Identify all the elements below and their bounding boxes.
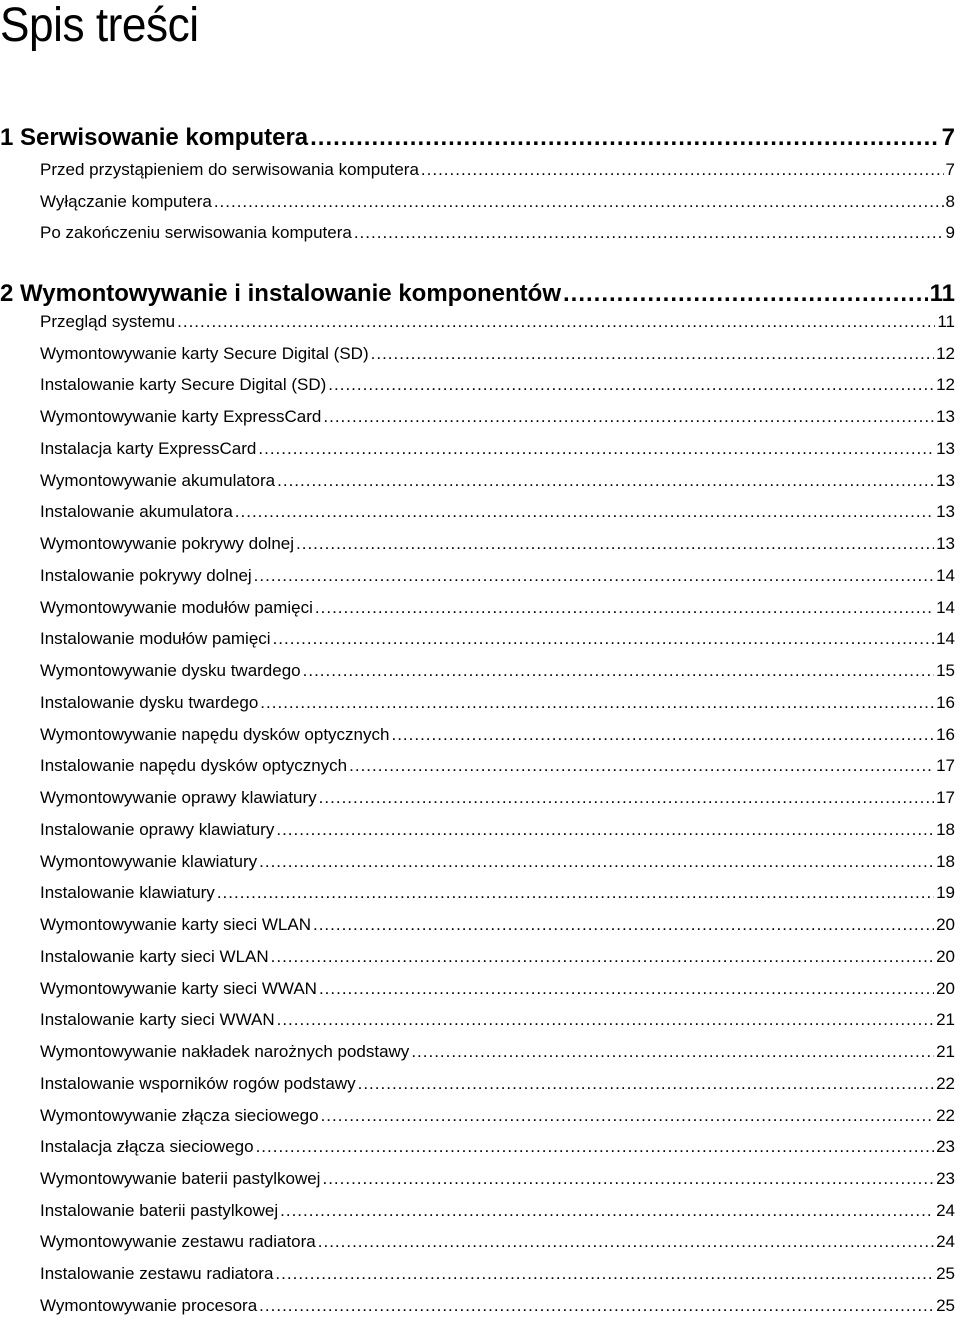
toc-section-title: Instalowanie akumulatora bbox=[40, 502, 233, 522]
toc-chapter-entry[interactable] bbox=[0, 280, 955, 310]
toc-page-number: 7 bbox=[941, 124, 955, 151]
toc-dot-leader bbox=[214, 192, 944, 212]
toc-page-number: 22 bbox=[936, 1105, 955, 1125]
toc-section-title: Instalacja karty ExpressCard bbox=[40, 438, 257, 458]
toc-dot-leader bbox=[296, 534, 934, 554]
toc-section-entry[interactable] bbox=[40, 1106, 955, 1130]
toc-dot-leader bbox=[235, 502, 934, 522]
toc-dot-leader bbox=[354, 223, 944, 243]
toc-dot-leader bbox=[258, 439, 934, 459]
page-title: Spis treści bbox=[0, 0, 199, 52]
toc-chapter-entry[interactable] bbox=[0, 124, 955, 154]
toc-page-number: 17 bbox=[936, 756, 955, 776]
toc-section-title: Instalacja złącza sieciowego bbox=[40, 1137, 254, 1157]
toc-section-entry[interactable] bbox=[40, 534, 955, 558]
toc-section-entry[interactable] bbox=[40, 312, 955, 336]
toc-dot-leader bbox=[371, 344, 934, 364]
toc-section-title: Wymontowywanie karty Secure Digital (SD) bbox=[40, 343, 369, 363]
toc-dot-leader bbox=[319, 979, 934, 999]
toc-section-entry[interactable] bbox=[40, 852, 955, 876]
toc-section-entry[interactable] bbox=[40, 661, 955, 685]
toc-page-number: 18 bbox=[936, 851, 955, 871]
toc-section-entry[interactable] bbox=[40, 223, 955, 247]
toc-section-title: Instalowanie baterii pastylkowej bbox=[40, 1200, 279, 1220]
toc-section-title: Instalowanie dysku twardego bbox=[40, 692, 259, 712]
toc-dot-leader bbox=[313, 915, 934, 935]
toc-page-number: 9 bbox=[945, 223, 955, 243]
toc-page-number: 19 bbox=[936, 883, 955, 903]
toc-section-entry[interactable] bbox=[40, 915, 955, 939]
toc-section-entry[interactable] bbox=[40, 947, 955, 971]
toc-chapter-label bbox=[0, 124, 310, 152]
toc-dot-leader bbox=[254, 566, 934, 586]
toc-page-number: 24 bbox=[936, 1200, 955, 1220]
toc-page-number: 7 bbox=[945, 160, 955, 179]
toc-dot-leader bbox=[277, 471, 934, 491]
toc-section-title: Wymontowywanie karty sieci WWAN bbox=[40, 978, 317, 998]
toc-dot-leader bbox=[259, 1296, 934, 1316]
toc-page-number: 25 bbox=[936, 1295, 955, 1315]
toc-section-title: Po zakończeniu serwisowania komputera bbox=[40, 223, 352, 243]
toc-section-title: Wymontowywanie akumulatora bbox=[40, 470, 276, 490]
toc-section-title: Wymontowywanie oprawy klawiatury bbox=[40, 788, 317, 808]
toc-dot-leader bbox=[259, 852, 934, 872]
toc-section-title: Wymontowywanie klawiatury bbox=[40, 851, 258, 871]
toc-dot-leader bbox=[275, 1264, 934, 1284]
toc-dot-leader bbox=[177, 312, 935, 332]
toc-section-title: Wymontowywanie karty ExpressCard bbox=[40, 407, 322, 427]
toc-page-number: 13 bbox=[936, 438, 955, 458]
toc-section-entry[interactable] bbox=[40, 1010, 955, 1034]
toc-section-entry[interactable] bbox=[40, 788, 955, 812]
toc-section-title: Wymontowywanie modułów pamięci bbox=[40, 597, 313, 617]
toc-page-number: 20 bbox=[936, 946, 955, 966]
toc-dot-leader bbox=[310, 124, 940, 152]
toc-page-number: 23 bbox=[936, 1137, 955, 1157]
toc-section-title: Instalowanie klawiatury bbox=[40, 883, 215, 903]
toc-section-entry[interactable] bbox=[40, 566, 955, 590]
toc-page-number: 12 bbox=[936, 375, 955, 395]
toc-dot-leader bbox=[323, 407, 934, 427]
toc-section-entry[interactable] bbox=[40, 375, 955, 399]
toc-section-entry[interactable] bbox=[40, 1137, 955, 1161]
toc-page-number: 18 bbox=[936, 819, 955, 839]
toc-page-number: 15 bbox=[936, 661, 955, 681]
toc-page-number: 13 bbox=[936, 470, 955, 490]
toc-section-title: Instalowanie oprawy klawiatury bbox=[40, 819, 275, 839]
toc-page-number: 11 bbox=[937, 312, 955, 331]
toc-chapter-title: Wymontowywanie i instalowanie komponentów bbox=[20, 280, 561, 307]
toc-page-number: 13 bbox=[936, 534, 955, 554]
toc-page-number: 20 bbox=[936, 915, 955, 935]
toc-section-entry[interactable] bbox=[40, 1296, 955, 1320]
toc-dot-leader bbox=[322, 1169, 934, 1189]
toc-dot-leader bbox=[421, 160, 944, 180]
toc-page-number: 14 bbox=[936, 597, 955, 617]
toc-dot-leader bbox=[328, 375, 934, 395]
toc-dot-leader bbox=[319, 788, 934, 808]
toc-dot-leader bbox=[315, 598, 934, 618]
toc-section-title: Wymontowywanie karty sieci WLAN bbox=[40, 915, 311, 935]
toc-section-entry[interactable] bbox=[40, 756, 955, 780]
toc-page-number: 14 bbox=[936, 629, 955, 649]
toc-section-entry[interactable] bbox=[40, 598, 955, 622]
toc-chapter-title: Serwisowanie komputera bbox=[20, 124, 309, 151]
toc-dot-leader bbox=[411, 1042, 934, 1062]
toc-section-title: Instalowanie karty sieci WLAN bbox=[40, 946, 269, 966]
toc-section-title: Przegląd systemu bbox=[40, 312, 176, 331]
toc-chapter-label bbox=[0, 280, 563, 308]
toc-dot-leader bbox=[280, 1201, 934, 1221]
toc-section-title: Instalowanie karty sieci WWAN bbox=[40, 1010, 275, 1030]
toc-dot-leader bbox=[358, 1074, 934, 1094]
toc-section-title: Wymontowywanie pokrywy dolnej bbox=[40, 534, 295, 554]
toc-section-entry[interactable] bbox=[40, 725, 955, 749]
toc-section-entry[interactable] bbox=[40, 1264, 955, 1288]
toc-dot-leader bbox=[276, 820, 934, 840]
toc-page-number: 23 bbox=[936, 1168, 955, 1188]
toc-page-number: 21 bbox=[936, 1042, 955, 1062]
toc-section-entry[interactable] bbox=[40, 693, 955, 717]
toc-section-entry[interactable] bbox=[40, 979, 955, 1003]
toc-page-number: 16 bbox=[936, 724, 955, 744]
toc-section-entry[interactable] bbox=[40, 1201, 955, 1225]
toc-section-title: Wymontowywanie nakładek narożnych podstawy bbox=[40, 1042, 410, 1062]
toc-section-title: Wymontowywanie złącza sieciowego bbox=[40, 1105, 319, 1125]
toc-page-number: 14 bbox=[936, 565, 955, 585]
toc-page-number: 13 bbox=[936, 502, 955, 522]
toc-section-title: Instalowanie wsporników rogów podstawy bbox=[40, 1073, 356, 1093]
toc-dot-leader bbox=[277, 1010, 934, 1030]
toc-section-title: Wymontowywanie napędu dysków optycznych bbox=[40, 724, 390, 744]
toc-page-number: 17 bbox=[936, 788, 955, 808]
toc-section-entry[interactable] bbox=[40, 629, 955, 653]
toc-section-entry[interactable] bbox=[40, 439, 955, 463]
toc-dot-leader bbox=[217, 883, 934, 903]
toc-section-entry[interactable] bbox=[40, 1169, 955, 1193]
toc-page-number: 13 bbox=[936, 407, 955, 427]
toc-page-number: 12 bbox=[936, 343, 955, 363]
toc-section-title: Przed przystąpieniem do serwisowania komputera bbox=[40, 160, 419, 179]
toc-page-number: 16 bbox=[936, 692, 955, 712]
toc-dot-leader bbox=[391, 725, 934, 745]
toc-dot-leader bbox=[260, 693, 934, 713]
toc-section-entry[interactable] bbox=[40, 192, 955, 216]
toc-page-number: 20 bbox=[936, 978, 955, 998]
toc-chapter-number: 1 bbox=[0, 124, 14, 151]
toc-section-title: Instalowanie zestawu radiatora bbox=[40, 1264, 274, 1284]
toc-page-number: 21 bbox=[936, 1010, 955, 1030]
toc-chapter-number: 2 bbox=[0, 280, 14, 307]
toc-section-title: Wymontowywanie procesora bbox=[40, 1295, 258, 1315]
toc-page-number: 25 bbox=[936, 1264, 955, 1284]
toc-dot-leader bbox=[303, 661, 934, 681]
toc-section-entry[interactable] bbox=[40, 344, 955, 368]
toc-section-title: Instalowanie modułów pamięci bbox=[40, 629, 271, 649]
toc-page-number: 24 bbox=[936, 1232, 955, 1252]
toc-dot-leader bbox=[256, 1137, 935, 1157]
toc-section-entry[interactable] bbox=[40, 820, 955, 844]
toc-section-title: Wyłączanie komputera bbox=[40, 191, 212, 211]
toc-page-number: 22 bbox=[936, 1073, 955, 1093]
toc-section-title: Instalowanie pokrywy dolnej bbox=[40, 565, 252, 585]
toc-section-entry[interactable] bbox=[40, 471, 955, 495]
toc-dot-leader bbox=[271, 947, 934, 967]
toc-section-entry[interactable] bbox=[40, 502, 955, 526]
toc-dot-leader bbox=[563, 280, 928, 308]
toc-dot-leader bbox=[349, 756, 934, 776]
toc-page-number: 8 bbox=[945, 191, 955, 211]
toc-section-entry[interactable] bbox=[40, 883, 955, 907]
toc-page-number: 11 bbox=[929, 280, 955, 307]
toc-section-entry[interactable] bbox=[40, 160, 955, 184]
toc-section-title: Instalowanie napędu dysków optycznych bbox=[40, 756, 348, 776]
toc-section-entry[interactable] bbox=[40, 1042, 955, 1066]
toc-section-title: Wymontowywanie zestawu radiatora bbox=[40, 1232, 316, 1252]
toc-section-entry[interactable] bbox=[40, 407, 955, 431]
toc-section-entry[interactable] bbox=[40, 1074, 955, 1098]
toc-dot-leader bbox=[321, 1106, 935, 1126]
toc-section-title: Instalowanie karty Secure Digital (SD) bbox=[40, 375, 327, 395]
toc-section-title: Wymontowywanie dysku twardego bbox=[40, 661, 301, 681]
toc-dot-leader bbox=[318, 1232, 934, 1252]
toc-dot-leader bbox=[273, 629, 935, 649]
toc-section-entry[interactable] bbox=[40, 1232, 955, 1256]
toc-section-title: Wymontowywanie baterii pastylkowej bbox=[40, 1168, 321, 1188]
